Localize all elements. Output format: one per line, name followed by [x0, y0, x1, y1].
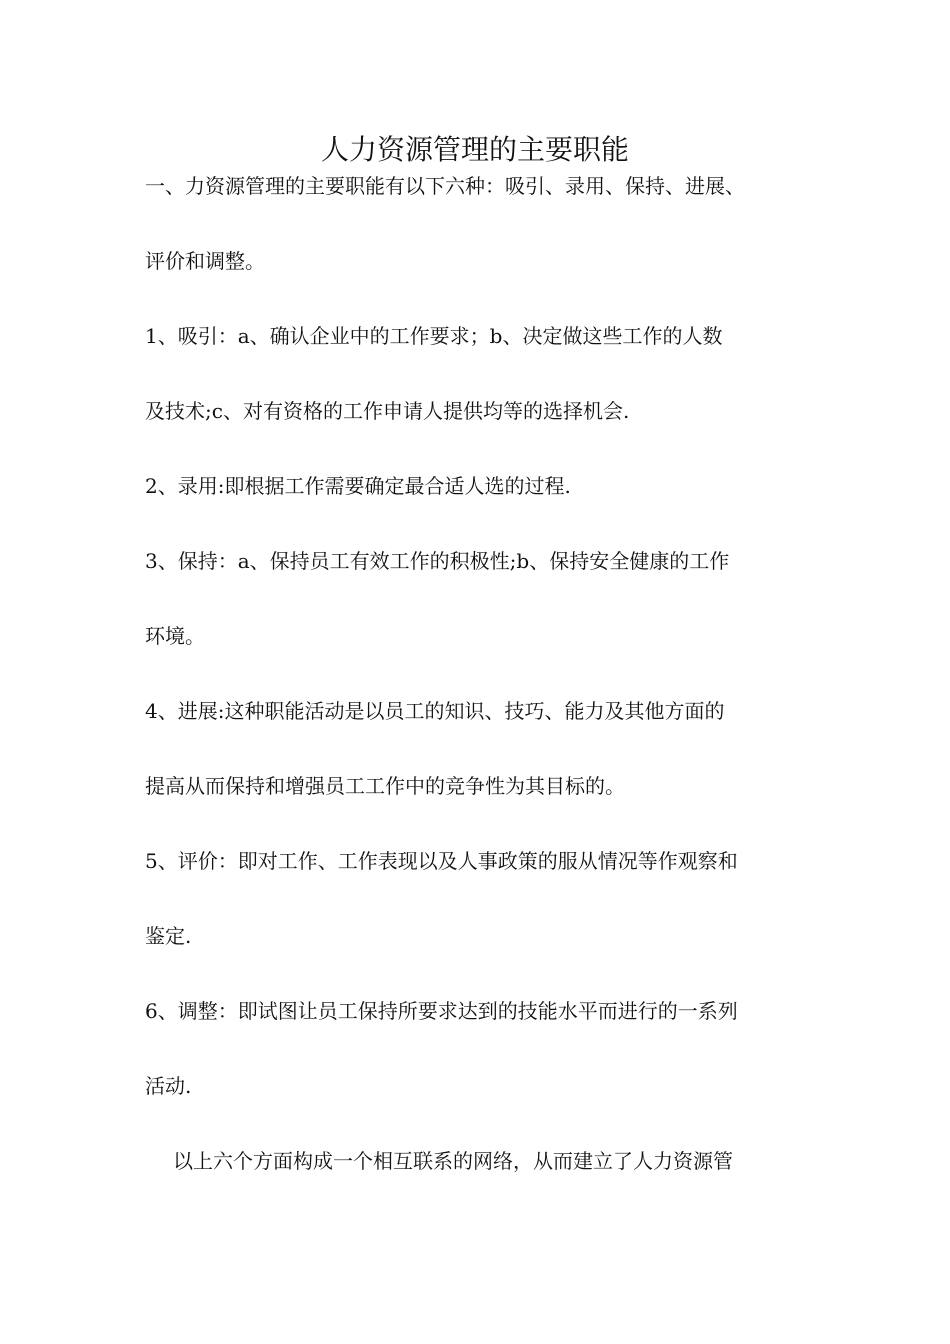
paragraph-evaluate [145, 843, 835, 956]
text-line: 5、评价：即对工作、工作表现以及人事政策的服从情况等作观察和 [145, 849, 738, 873]
text-line: 及技术;c、对有资格的工作申请人提供均等的选择机会. [145, 399, 630, 423]
text-line: 4、进展:这种职能活动是以员工的知识、技巧、能力及其他方面的 [145, 699, 725, 723]
paragraph-adjust [145, 993, 835, 1106]
text-line: 评价和调整。 [145, 249, 265, 273]
text-line: 6、调整：即试图让员工保持所要求达到的技能水平而进行的一系列 [145, 999, 738, 1023]
paragraph-attract [145, 318, 835, 431]
text-line: 活动. [145, 1074, 192, 1098]
text-line: 2、录用:即根据工作需要确定最合适人选的过程. [145, 474, 571, 498]
text-line: 3、保持：a、保持员工有效工作的积极性;b、保持安全健康的工作 [145, 549, 730, 573]
text-line: 以上六个方面构成一个相互联系的网络，从而建立了人力资源管 [173, 1149, 733, 1173]
text-line: 提高从而保持和增强员工工作中的竞争性为其目标的。 [145, 774, 625, 798]
text-line: 鉴定. [145, 924, 192, 948]
text-line: 环境。 [145, 624, 205, 648]
document-body [145, 168, 835, 1181]
text-line: 一、力资源管理的主要职能有以下六种：吸引、录用、保持、进展、 [145, 174, 745, 198]
paragraph-hire [145, 468, 835, 506]
paragraph-develop [145, 693, 835, 806]
paragraph-intro [145, 168, 835, 281]
document-title: 人力资源管理的主要职能 [320, 133, 629, 166]
paragraph-retain [145, 543, 835, 656]
text-line: 1、吸引：a、确认企业中的工作要求；b、决定做这些工作的人数 [145, 324, 723, 348]
paragraph-summary [145, 1143, 835, 1181]
